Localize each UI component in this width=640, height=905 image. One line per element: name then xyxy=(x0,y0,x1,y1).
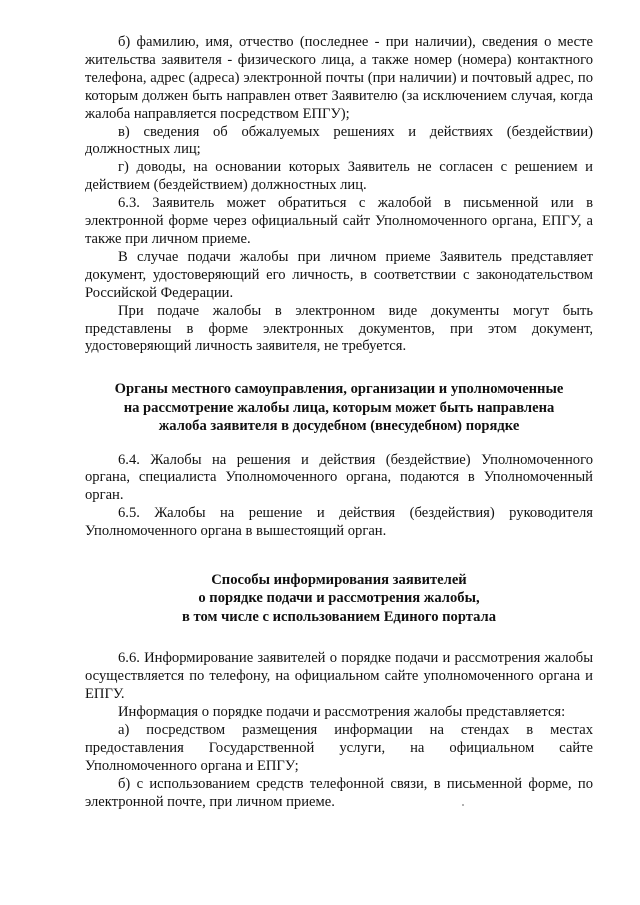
paragraph-applicant-details: б) фамилию, имя, отчество (последнее - при наличии), сведения о месте жительства заявителя - физического лица, а также номер (номера) контактного телефона, адрес (адреса) электронной почты (при наличии) и почтовый адрес, по которым должен быть направлен ответ Заявителю (за исключением случая, когда жалоба направляется посредством ЕПГУ); xyxy=(85,34,593,122)
heading-line: Органы местного самоуправления, организации и уполномоченные xyxy=(114,381,564,398)
paragraph-electronic-submission: При подаче жалобы в электронном виде документы могут быть представлены в форме электронных документов, при этом документ, удостоверяющий личность заявителя, не требуется. xyxy=(85,302,593,355)
paragraph-6-3: 6.3. Заявитель может обратиться с жалобой в письменной или в электронной форме через официальный сайт Уполномоченного органа, ЕПГУ, а также при личном приеме. xyxy=(85,195,593,247)
paragraph-appealed-decisions: в) сведения об обжалуемых решениях и действиях (бездействии) должностных лиц; xyxy=(85,123,593,158)
scan-speck xyxy=(462,804,464,806)
heading-line: жалоба заявителя в досудебном (внесудебном) порядке xyxy=(158,418,520,435)
document-body xyxy=(85,34,593,811)
heading-line: в том числе с использованием Единого портала xyxy=(181,608,497,625)
paragraph-telephone: б) с использованием средств телефонной связи, в письменной форме, по электронной почте, при личном приеме. xyxy=(85,775,593,810)
paragraph-arguments: г) доводы, на основании которых Заявитель не согласен с решением и действием (бездействием) должностных лиц. xyxy=(85,159,593,194)
section-heading-authorities xyxy=(85,380,593,435)
paragraph-6-5: 6.5. Жалобы на решение и действия (бездействия) руководителя Уполномоченного органа в вышестоящий орган. xyxy=(85,505,593,540)
section-heading-informing xyxy=(85,571,593,626)
paragraph-stands: а) посредством размещения информации на стендах в местах предоставления Государственной услуги, на официальном сайте Уполномоченного органа и ЕПГУ; xyxy=(85,721,593,774)
paragraph-6-6: 6.6. Информирование заявителей о порядке подачи и рассмотрения жалобы осуществляется по телефону, на официальном сайте уполномоченного органа и ЕПГУ. xyxy=(85,650,593,703)
paragraph-information-provided: Информация о порядке подачи и рассмотрения жалобы представляется: xyxy=(118,704,566,720)
heading-line: Способы информирования заявителей xyxy=(211,572,467,589)
paragraph-personal-reception: В случае подачи жалобы при личном приеме Заявитель представляет документ, удостоверяющий его личность, в соответствии с законодательством Российской Федерации. xyxy=(85,248,593,301)
paragraph-6-4: 6.4. Жалобы на решения и действия (бездействие) Уполномоченного органа, специалиста Уполномоченного органа, подаются в Уполномоченный орган. xyxy=(85,451,593,504)
heading-line: о порядке подачи и рассмотрения жалобы, xyxy=(198,590,480,607)
heading-line: на рассмотрение жалобы лица, которым может быть направлена xyxy=(123,399,555,416)
